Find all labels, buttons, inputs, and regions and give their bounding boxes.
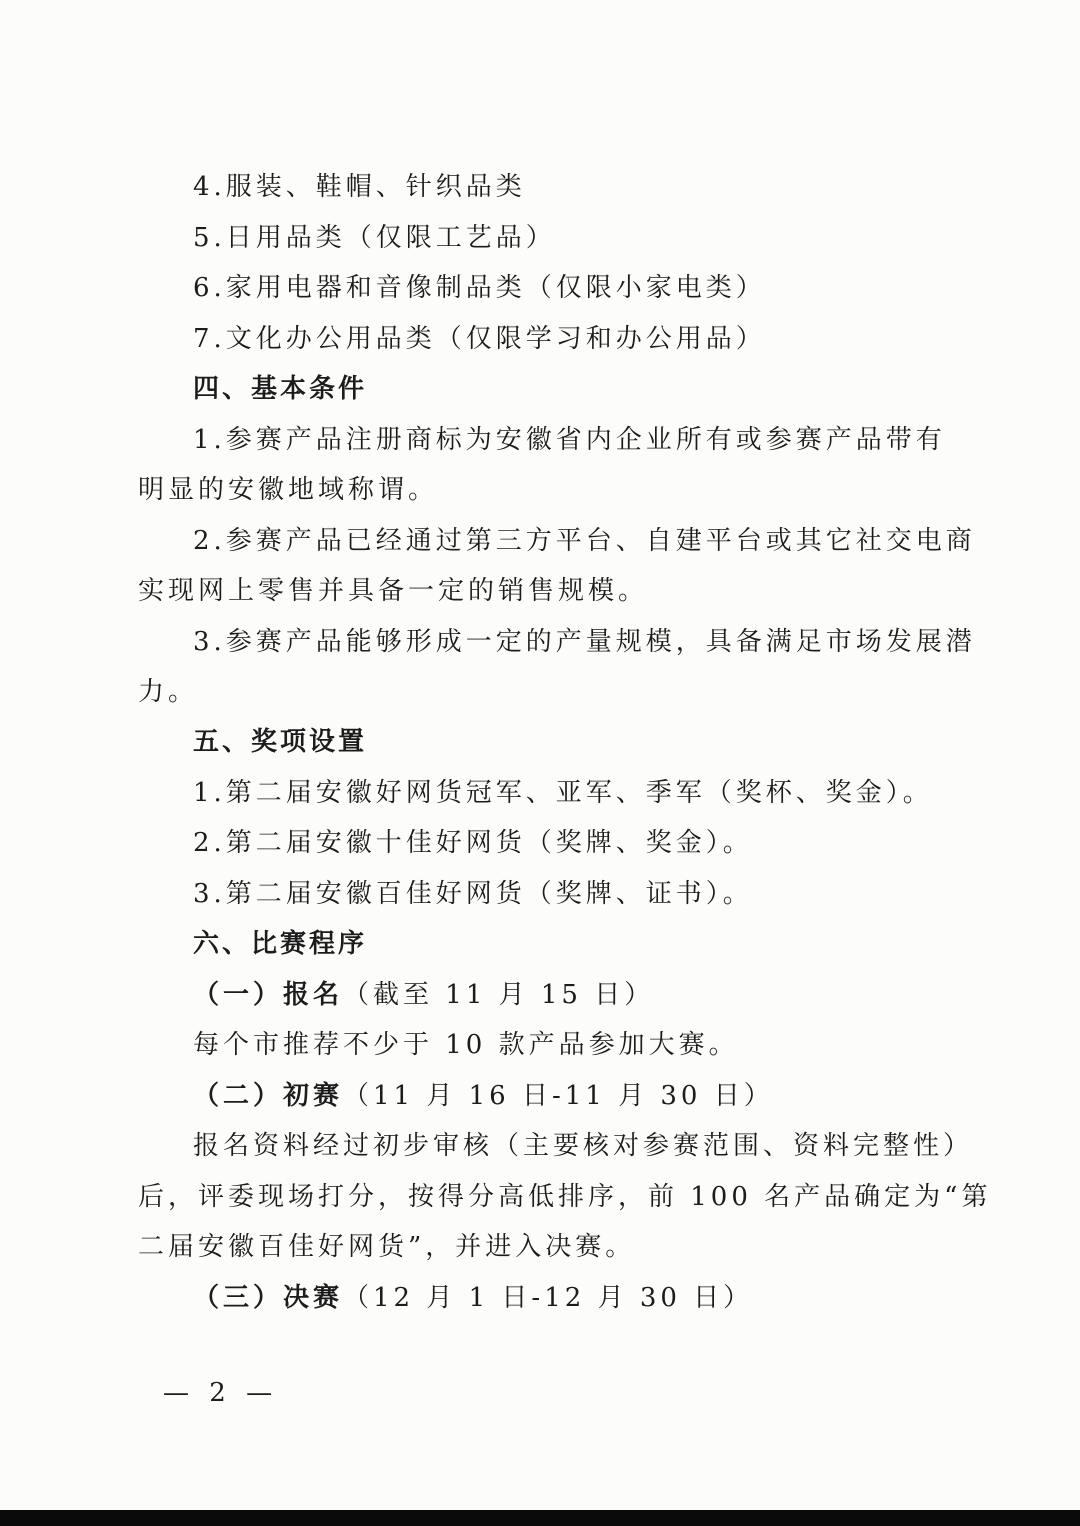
condition-3-line-1: 3.参赛产品能够形成一定的产量规模，具备满足市场发展潜	[193, 627, 976, 657]
stage-3-label: （三）决赛	[193, 1283, 344, 1313]
award-item-2: 2.第二届安徽十佳好网货（奖牌、奖金）。	[193, 828, 753, 858]
condition-2-line-1: 2.参赛产品已经通过第三方平台、自建平台或其它社交电商	[193, 526, 976, 556]
stage-3-date: （12 月 1 日-12 月 30 日）	[343, 1283, 754, 1313]
award-item-1: 1.第二届安徽好网货冠军、亚军、季军（奖杯、奖金）。	[193, 778, 933, 808]
stage-3-heading	[193, 1281, 753, 1315]
condition-1-line-2: 明显的安徽地域称谓。	[138, 475, 439, 505]
stage-1-date: （截至 11 月 15 日）	[343, 980, 655, 1010]
category-item-5: 5.日用品类（仅限工艺品）	[193, 223, 556, 253]
stage-2-heading	[193, 1079, 774, 1113]
category-item-7: 7.文化办公用品类（仅限学习和办公用品）	[193, 324, 766, 354]
condition-3-line-2: 力。	[138, 677, 199, 707]
stage-2-text-line-2: 后，评委现场打分，按得分高低排序，前 100 名产品确定为“第	[138, 1182, 992, 1212]
stage-1-label: （一）报名	[193, 980, 344, 1010]
condition-2-line-2: 实现网上零售并具备一定的销售规模。	[138, 576, 649, 606]
stage-1-text: 每个市推荐不少于 10 款产品参加大赛。	[193, 1030, 739, 1060]
section-heading-5: 五、奖项设置	[193, 727, 368, 757]
stage-2-label: （二）初赛	[193, 1081, 344, 1111]
section-heading-4: 四、基本条件	[193, 374, 368, 404]
category-item-6: 6.家用电器和音像制品类（仅限小家电类）	[193, 273, 766, 303]
condition-1-line-1: 1.参赛产品注册商标为安徽省内企业所有或参赛产品带有	[193, 425, 946, 455]
stage-1-heading	[193, 978, 654, 1012]
stage-2-date: （11 月 16 日-11 月 30 日）	[343, 1081, 774, 1111]
page-number: — 2 —	[163, 1378, 279, 1408]
award-item-3: 3.第二届安徽百佳好网货（奖牌、证书）。	[193, 879, 753, 909]
stage-2-text-line-3: 二届安徽百佳好网货”，并进入决赛。	[138, 1232, 636, 1262]
bottom-edge-bar	[0, 1510, 1080, 1526]
stage-2-text-line-1: 报名资料经过初步审核（主要核对参赛范围、资料完整性）	[193, 1131, 974, 1161]
section-heading-6: 六、比赛程序	[193, 929, 368, 959]
category-item-4: 4.服装、鞋帽、针织品类	[193, 172, 526, 202]
